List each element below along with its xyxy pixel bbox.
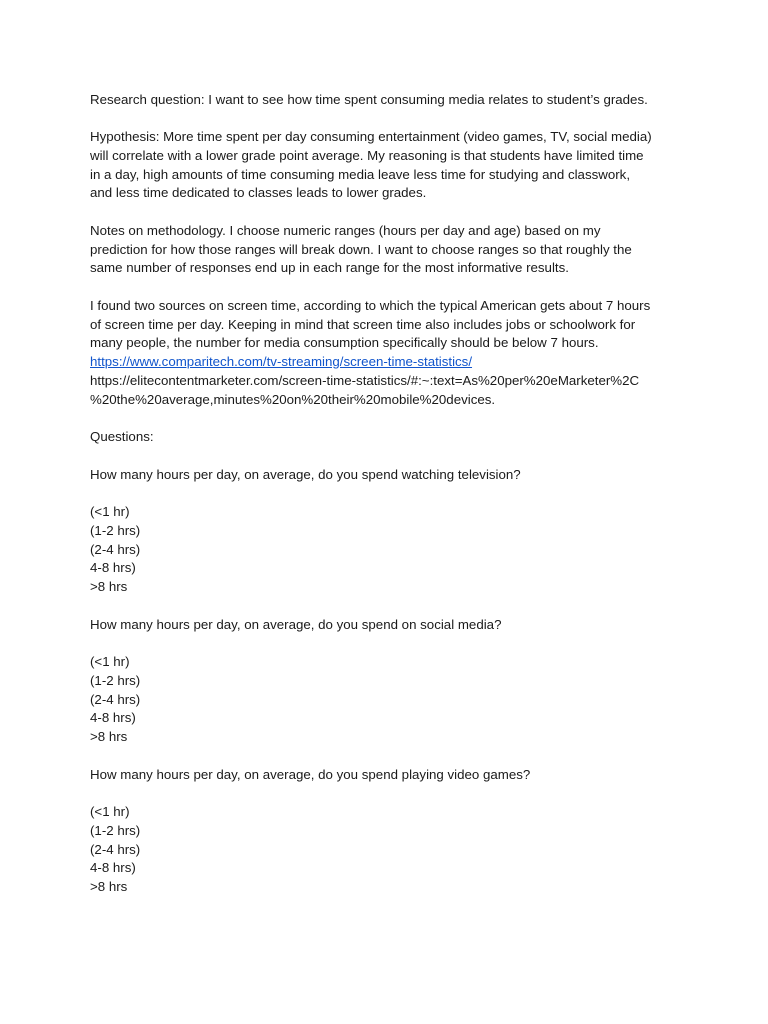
paragraph-gap: [90, 409, 690, 428]
elitecontentmarketer-url: https://elitecontentmarketer.com/screen-time-statistics/#:~:text=As%20per%20eMarketer%2C: [90, 372, 640, 388]
sources-line: I found two sources on screen time, according to which the typical American gets about 7 hours: [90, 297, 651, 313]
answer-option: (<1 hr): [90, 654, 130, 669]
questions-heading: Questions:: [90, 429, 154, 444]
answer-option: (1-2 hrs): [90, 672, 141, 688]
answer-option: 4-8 hrs): [90, 560, 136, 576]
paragraph-gap: [90, 597, 690, 616]
methodology-line: prediction for how those ranges will break down. I want to choose ranges so that roughly the: [90, 241, 632, 257]
question-block: [90, 466, 690, 597]
sources-line: of screen time per day. Keeping in mind that screen time also includes jobs or schoolwork for: [90, 316, 636, 332]
question-prompt: How many hours per day, on average, do you spend watching television?: [90, 466, 521, 482]
paragraph-gap: [90, 784, 690, 803]
question-prompt: How many hours per day, on average, do you spend playing video games?: [90, 766, 531, 782]
answer-option: >8 hrs: [90, 729, 128, 744]
answer-option: 4-8 hrs): [90, 710, 136, 726]
paragraph-gap: [90, 747, 690, 766]
methodology-paragraph: [90, 222, 690, 278]
sources-paragraph: [90, 297, 690, 410]
paragraph-gap: [90, 484, 690, 503]
answer-option: (<1 hr): [90, 804, 130, 819]
answer-option: (<1 hr): [90, 504, 130, 519]
question-prompt: How many hours per day, on average, do you spend on social media?: [90, 616, 502, 632]
answer-option: (2-4 hrs): [90, 541, 141, 557]
answer-option: 4-8 hrs): [90, 860, 136, 876]
hypothesis-line: Hypothesis: More time spent per day consuming entertainment (video games, TV, social media): [90, 129, 652, 144]
methodology-line: same number of responses end up in each range for the most informative results.: [90, 260, 569, 276]
answer-option: (2-4 hrs): [90, 691, 141, 707]
answer-option: >8 hrs: [90, 579, 128, 594]
paragraph-gap: [90, 634, 690, 653]
paragraph-gap: [90, 447, 690, 466]
elitecontentmarketer-url: %20the%20average,minutes%20on%20their%20mobile%20devices.: [90, 391, 496, 407]
answer-option: (1-2 hrs): [90, 522, 141, 538]
comparitech-link[interactable]: https://www.comparitech.com/tv-streaming/screen-time-statistics/: [90, 354, 473, 369]
hypothesis-line: will correlate with a lower grade point average. My reasoning is that students have limited time: [90, 147, 644, 163]
sources-line: many people, the number for media consumption specifically should be below 7 hours.: [90, 335, 599, 351]
answer-option: (1-2 hrs): [90, 822, 141, 838]
question-block: [90, 766, 690, 897]
answer-option: (2-4 hrs): [90, 841, 141, 857]
research-question: Research question: I want to see how time spent consuming media relates to student’s grades.: [90, 91, 648, 107]
question-block: [90, 616, 690, 747]
hypothesis-line: and less time dedicated to classes leads to lower grades.: [90, 185, 427, 201]
hypothesis-line: in a day, high amounts of time consuming media leave less time for studying and classwork,: [90, 166, 631, 182]
methodology-line: Notes on methodology. I choose numeric ranges (hours per day and age) based on my: [90, 222, 601, 238]
hypothesis-paragraph: [90, 128, 690, 203]
answer-option: >8 hrs: [90, 879, 128, 894]
document-body: [90, 91, 690, 897]
paragraph-gap: [90, 203, 690, 222]
paragraph-gap: [90, 278, 690, 297]
paragraph-gap: [90, 109, 690, 128]
